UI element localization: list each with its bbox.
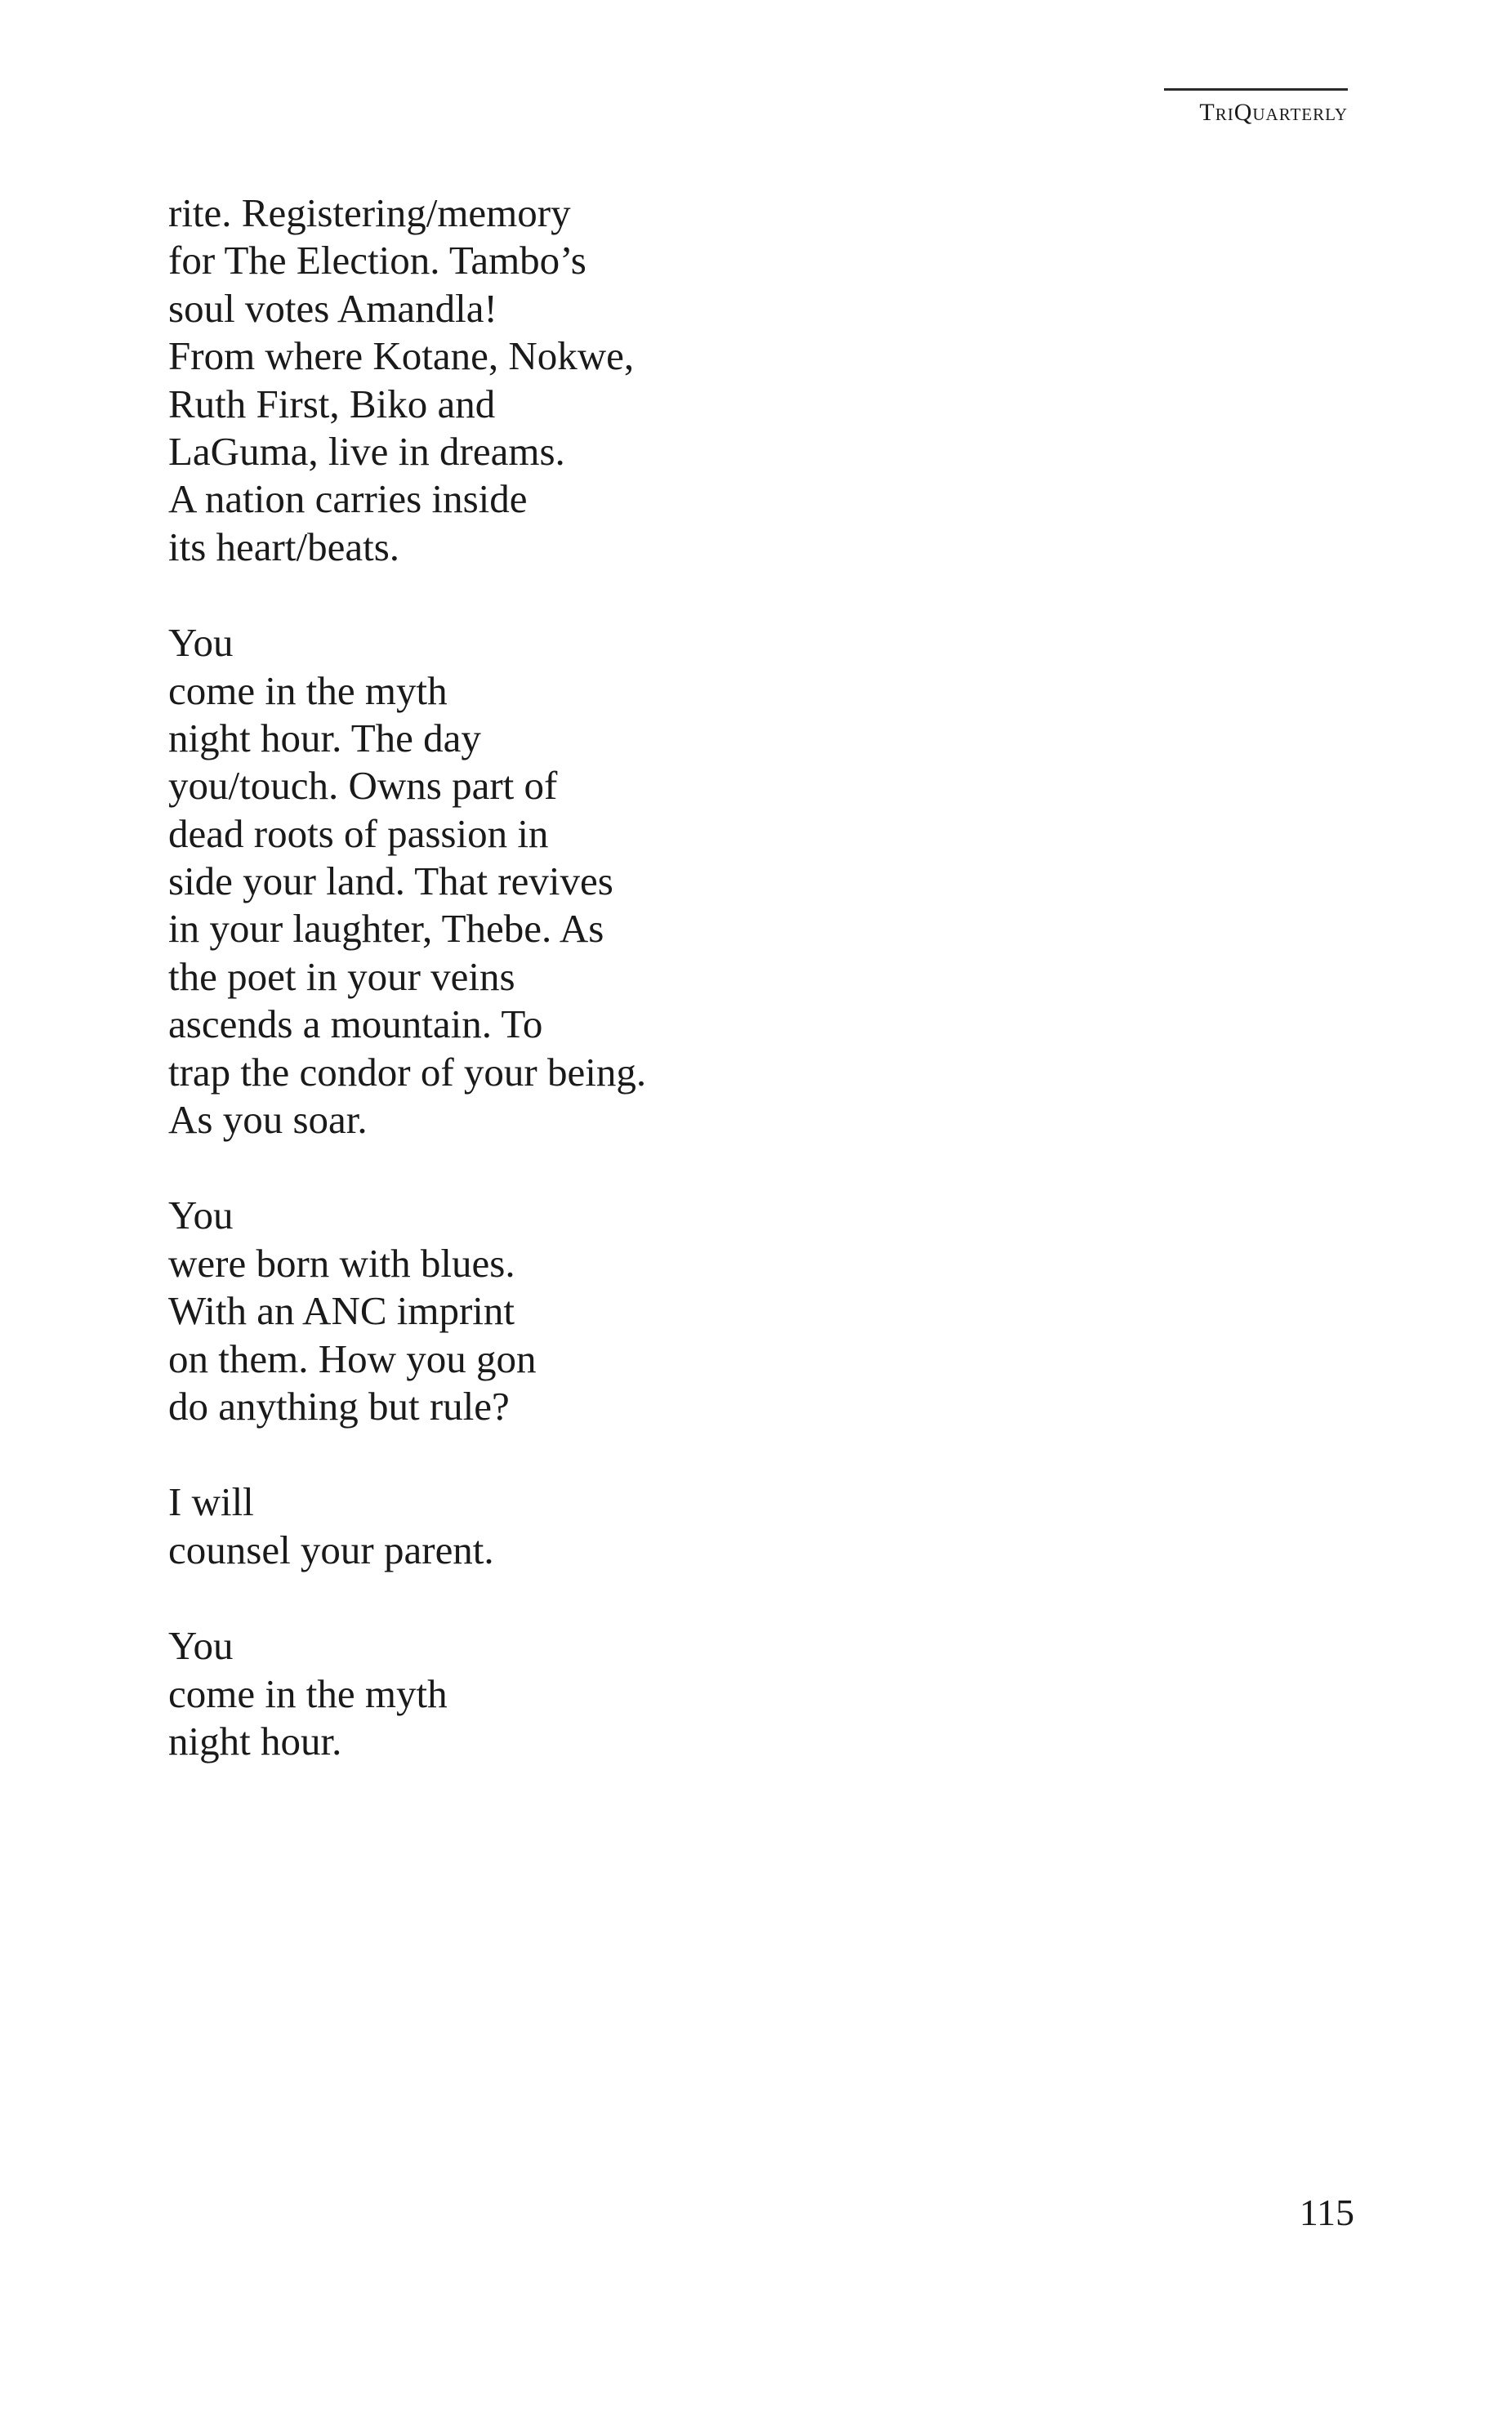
poem-line: You [168, 620, 234, 666]
poem-body [168, 190, 1148, 1813]
poem-line: night hour. [168, 1718, 342, 1764]
poem-line: on them. How you gon [168, 1336, 537, 1381]
stanza-5 [168, 1622, 1148, 1765]
poem-line: you/touch. Owns part of [168, 763, 558, 809]
poem-line: rite. Registering/memory [168, 190, 571, 235]
poem-line: From where Kotane, Nokwe, [168, 333, 635, 379]
poem-line: soul votes Amandla! [168, 285, 497, 331]
poem-line: You [168, 1193, 234, 1238]
poem-line: trap the condor of your being. [168, 1049, 647, 1095]
poem-line: for The Election. Tambo’s [168, 238, 587, 283]
page-number: 115 [1299, 2192, 1354, 2233]
poem-line: its heart/beats. [168, 524, 400, 569]
running-header [1164, 88, 1348, 127]
poem-line: As you soar. [168, 1097, 368, 1143]
stanza-1 [168, 190, 1148, 571]
poem-line: do anything but rule? [168, 1383, 510, 1429]
poem-line: were born with blues. [168, 1240, 515, 1286]
journal-title: TriQuarterly [1199, 99, 1348, 126]
stanza-2 [168, 619, 1148, 1144]
poem-line: LaGuma, live in dreams. [168, 428, 565, 474]
poem-line: the poet in your veins [168, 953, 515, 999]
stanza-3 [168, 1192, 1148, 1430]
poem-line: With an ANC imprint [168, 1288, 515, 1334]
poem-line: counsel your parent. [168, 1527, 494, 1572]
poem-line: dead roots of passion in [168, 810, 549, 856]
poem-line: come in the myth [168, 1670, 448, 1716]
poem-line: You [168, 1623, 234, 1669]
header-rule [1164, 88, 1348, 91]
poem-line: Ruth First, Biko and [168, 381, 496, 426]
poem-line: night hour. The day [168, 715, 481, 760]
stanza-4 [168, 1478, 1148, 1574]
poem-line: come in the myth [168, 667, 448, 713]
poem-line: side your land. That revives [168, 858, 613, 904]
poem-line: A nation carries inside [168, 476, 528, 522]
poem-line: ascends a mountain. To [168, 1001, 543, 1047]
poem-line: in your laughter, Thebe. As [168, 906, 604, 952]
poem-line: I will [168, 1479, 254, 1525]
